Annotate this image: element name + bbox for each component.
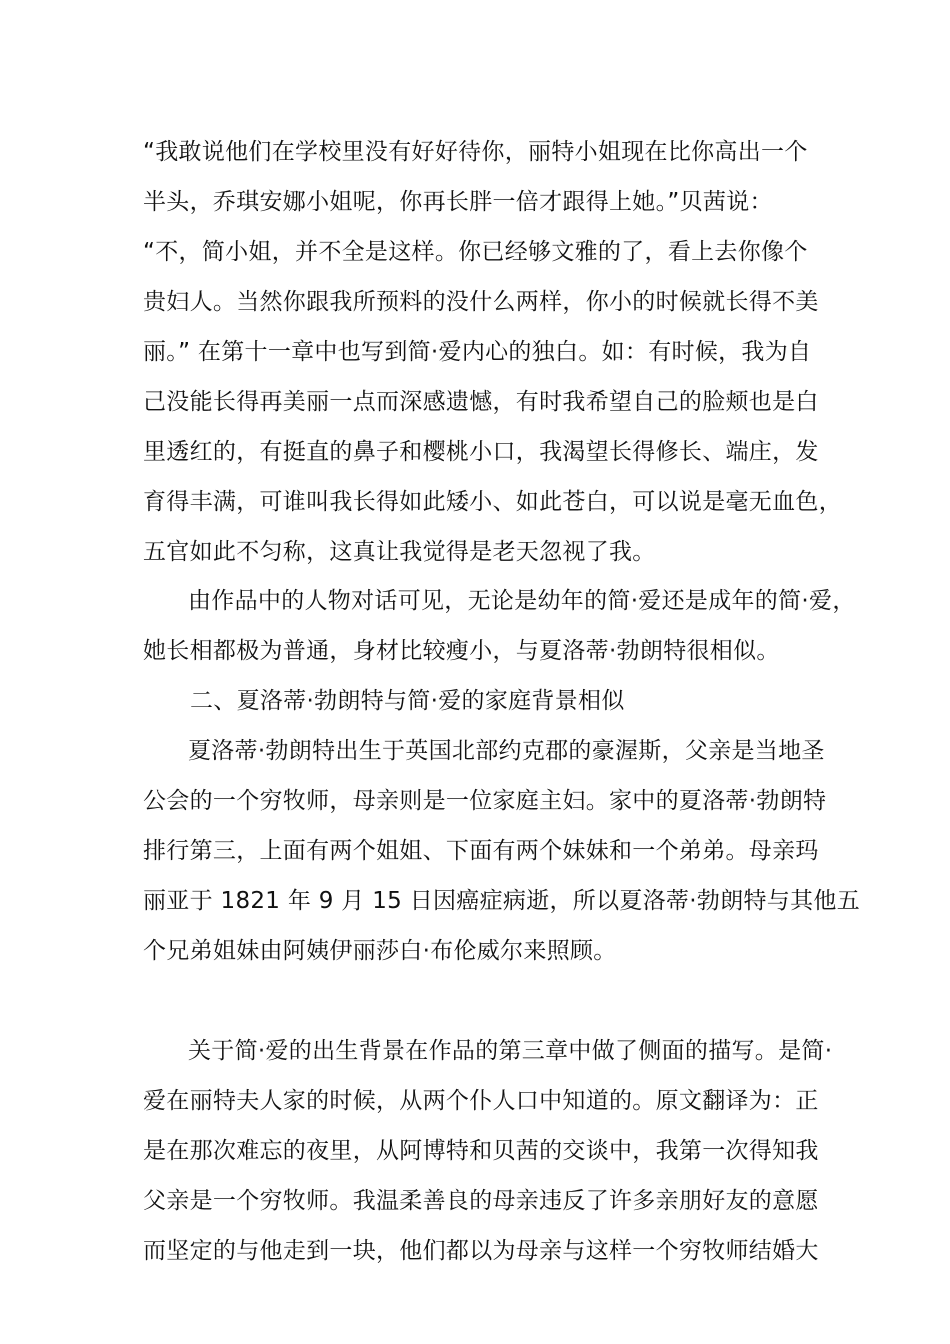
text-line: 丽。” 在第十一章中也写到简·爱内心的独白。如：有时候，我为自 [143, 339, 812, 365]
text-line: 个兄弟姐妹由阿姨伊丽莎白·布伦威尔来照顾。 [143, 938, 617, 964]
text-line: 是在那次难忘的夜里，从阿博特和贝茜的交谈中，我第一次得知我 [143, 1138, 819, 1164]
text-line: 爱在丽特夫人家的时候，从两个仆人口中知道的。原文翻译为：正 [143, 1088, 819, 1114]
text-line: 贵妇人。当然你跟我所预料的没什么两样，你小的时候就长得不美 [143, 289, 819, 315]
text-line: 由作品中的人物对话可见，无论是幼年的简·爱还是成年的简·爱， [188, 588, 856, 614]
text-line: 里透红的，有挺直的鼻子和樱桃小口，我渴望长得修长、端庄，发 [143, 439, 819, 465]
text-line: 而坚定的与他走到一块，他们都以为母亲与这样一个穷牧师结婚大 [143, 1238, 819, 1264]
text-line: 关于简·爱的出生背景在作品的第三章中做了侧面的描写。是简· [188, 1038, 833, 1064]
text-line: 夏洛蒂·勃朗特出生于英国北部约克郡的豪渥斯，父亲是当地圣 [188, 738, 825, 764]
text-line: 排行第三，上面有两个姐姐、下面有两个妹妹和一个弟弟。母亲玛 [143, 838, 819, 864]
text-line: 她长相都极为普通，身材比较瘦小，与夏洛蒂·勃朗特很相似。 [143, 638, 780, 664]
text-line: 公会的一个穷牧师，母亲则是一位家庭主妇。家中的夏洛蒂·勃朗特 [143, 788, 827, 814]
text-line: 丽亚于 1821 年 9 月 15 日因癌症病逝，所以夏洛蒂·勃朗特与其他五 [143, 888, 861, 914]
text-line: 己没能长得再美丽一点而深感遗憾，有时我希望自己的脸颊也是白 [143, 389, 819, 415]
text-line: 育得丰满，可谁叫我长得如此矮小、如此苍白，可以说是毫无血色， [143, 489, 842, 515]
text-line: “我敢说他们在学校里没有好好待你，丽特小姐现在比你高出一个 [143, 139, 808, 165]
text-line: 父亲是一个穷牧师。我温柔善良的母亲违反了许多亲朋好友的意愿 [143, 1188, 819, 1214]
text-line: 五官如此不匀称，这真让我觉得是老天忽视了我。 [143, 539, 656, 565]
text-line: 半头，乔琪安娜小姐呢，你再长胖一倍才跟得上她。”贝茜说： [143, 189, 773, 215]
text-line: “不，简小姐，并不全是这样。你已经够文雅的了，看上去你像个 [143, 239, 808, 265]
section-heading: 二、夏洛蒂·勃朗特与简·爱的家庭背景相似 [190, 688, 625, 714]
